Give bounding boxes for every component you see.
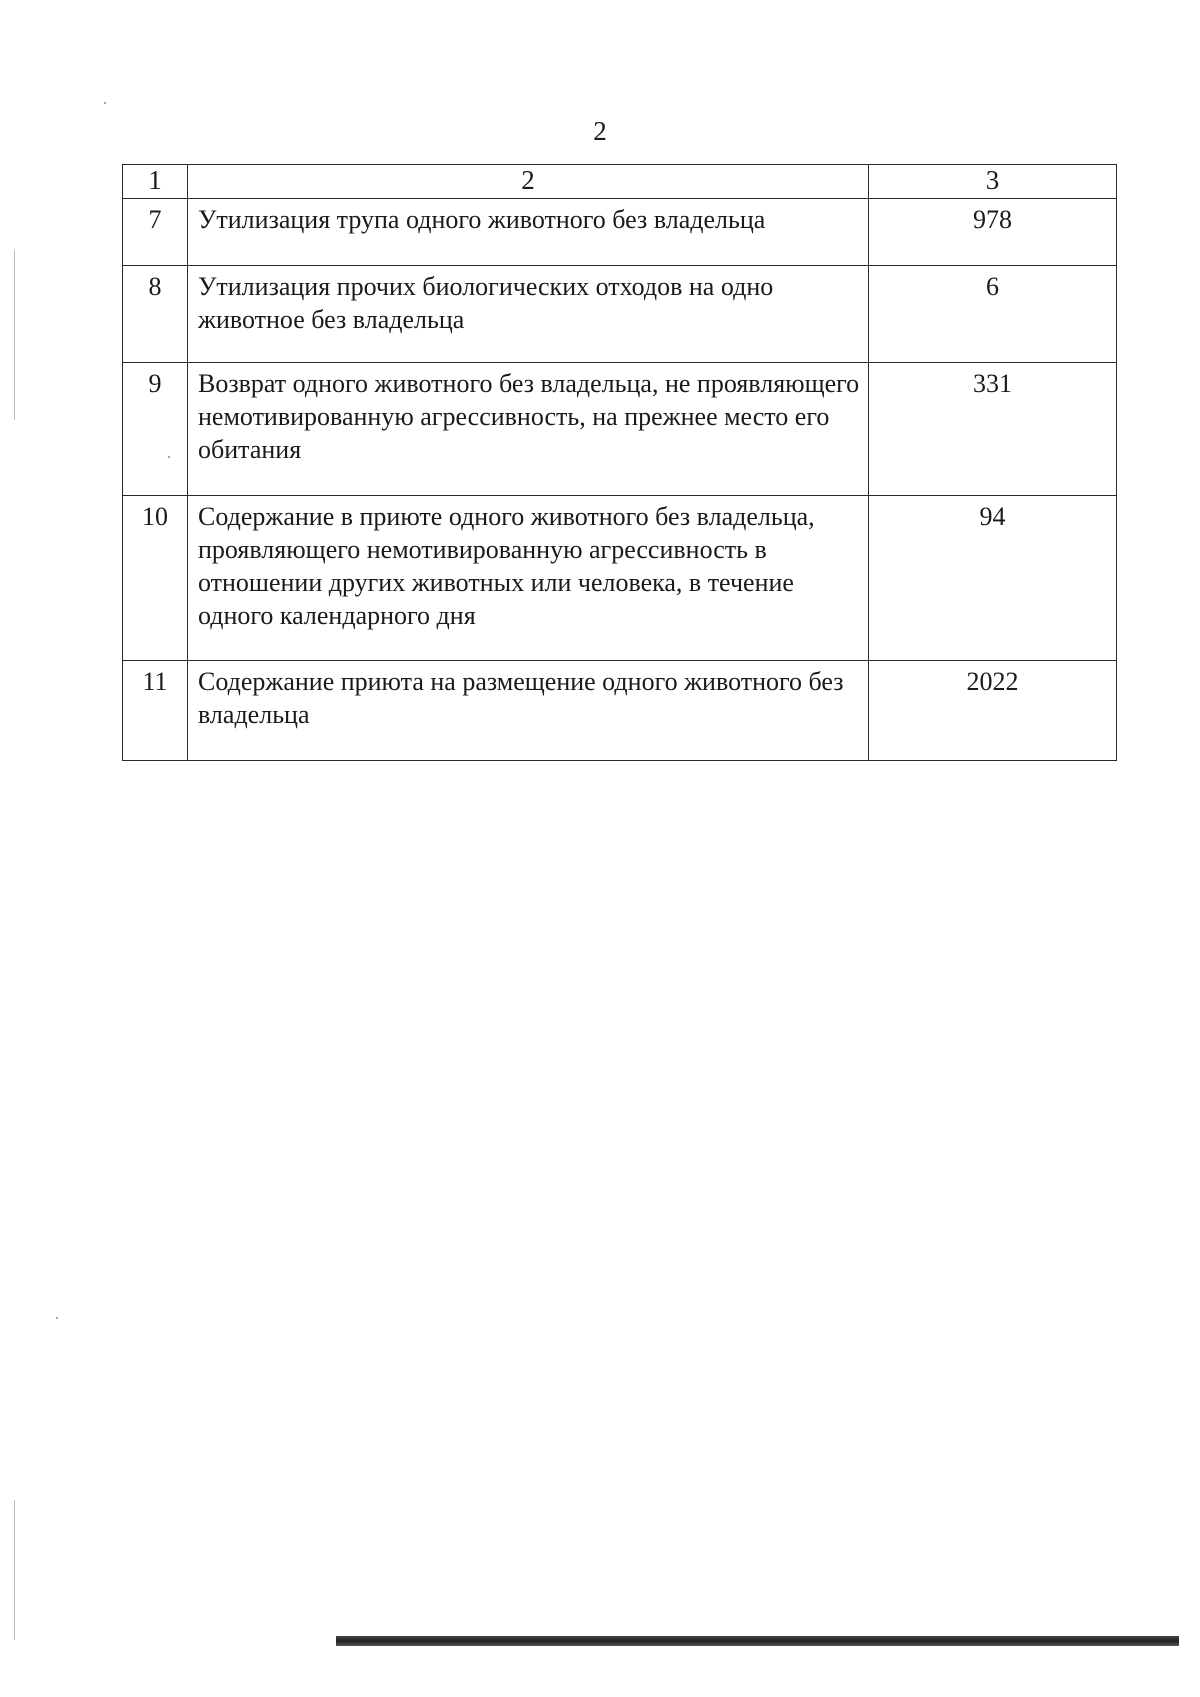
scan-edge-mark xyxy=(14,250,15,420)
row-description: Содержание в приюте одного животного без владельца, проявляющего немотивированную агрессивность в отношении других животных или человека, в течение одного календарного дня xyxy=(188,496,869,661)
table-header-row xyxy=(123,165,1117,199)
row-description: Утилизация прочих биологических отходов на одно животное без владельца xyxy=(188,266,869,363)
row-value: 6 xyxy=(869,266,1117,363)
header-cell-1: 1 xyxy=(123,165,188,199)
row-description: Содержание приюта на размещение одного животного без владельца xyxy=(188,661,869,761)
row-value: 94 xyxy=(869,496,1117,661)
table-row xyxy=(123,496,1117,661)
table-row xyxy=(123,363,1117,496)
table-row xyxy=(123,661,1117,761)
row-number: 9 xyxy=(123,363,188,496)
row-value: 978 xyxy=(869,199,1117,266)
scan-speck xyxy=(168,456,170,458)
row-value: 331 xyxy=(869,363,1117,496)
table-row xyxy=(123,199,1117,266)
row-value: 2022 xyxy=(869,661,1117,761)
row-number: 8 xyxy=(123,266,188,363)
scan-speck xyxy=(104,102,106,104)
table-row xyxy=(123,266,1117,363)
header-cell-2: 2 xyxy=(188,165,869,199)
tariff-table xyxy=(122,164,1117,761)
scan-edge-mark xyxy=(14,1500,15,1640)
header-cell-3: 3 xyxy=(869,165,1117,199)
row-number: 10 xyxy=(123,496,188,661)
scan-speck xyxy=(56,1317,58,1319)
row-number: 11 xyxy=(123,661,188,761)
row-description: Возврат одного животного без владельца, не проявляющего немотивированную агрессивность, на прежнее место его обитания xyxy=(188,363,869,496)
row-number: 7 xyxy=(123,199,188,266)
scan-bottom-bar xyxy=(336,1636,1179,1646)
page-number: 2 xyxy=(593,116,607,146)
row-description: Утилизация трупа одного животного без владельца xyxy=(188,199,869,266)
